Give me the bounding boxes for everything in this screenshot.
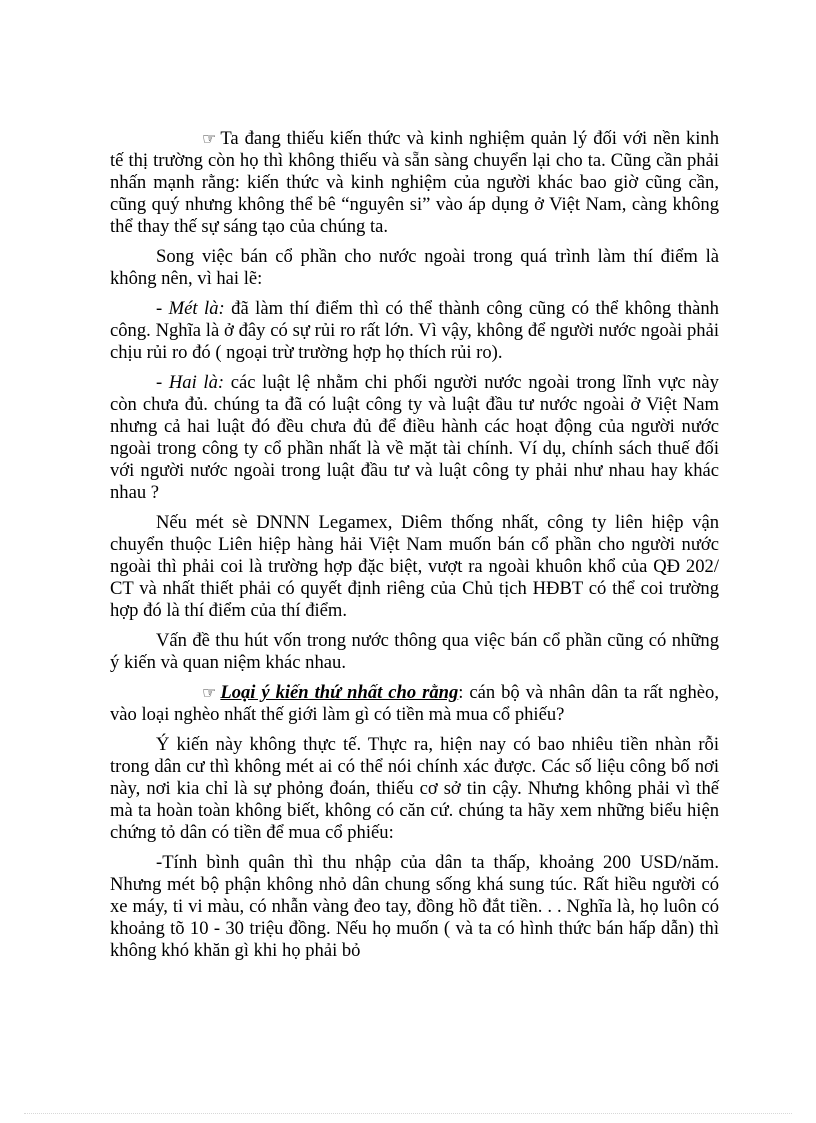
paragraph-8: Ý kiến này không thực tế. Thực ra, hiện nay có bao nhiêu tiền nhàn rỗi trong dân cư thì không mét ai có thể nói chính xác được. Các số liệu công bố nơi này, nơi kia chỉ là sự phỏng đoán, thiếu cơ sở tin cậy. Nhưng không phải vì thế mà ta hoàn toàn không biết, không có căn cứ. chúng ta hãy xem những biểu hiện chứng tỏ dân có tiền để mua cổ phiếu: <box>110 734 719 843</box>
paragraph-4-text: các luật lệ nhằm chi phối người nước ngoài trong lĩnh vực này còn chưa đủ. chúng ta đã có luật công ty và luật đầu tư nước ngoài ở Việt Nam nhưng cả hai luật đó đều chưa đủ để điều hành các hoạt động của người nước ngoài trong công ty cổ phần nhất là về mặt tài chính. Ví dụ, chính sách thuế đối với người nước ngoài trong luật đầu tư và luật công ty phải như nhau hay khác nhau ? <box>110 372 719 503</box>
page-bottom-border <box>24 1113 792 1114</box>
paragraph-4-label: - Hai là: <box>156 372 225 393</box>
paragraph-7-text: : cán bộ và nhân dân ta rất nghèo, vào loại nghèo nhất thế giới làm gì có tiền mà mua cổ phiếu? <box>110 682 719 725</box>
paragraph-7-heading-text: Loại ý kiến thứ nhất cho rằng <box>220 682 459 703</box>
paragraph-1 <box>110 128 719 238</box>
paragraph-9: -Tính bình quân thì thu nhập của dân ta thấp, khoảng 200 USD/năm. Nhưng mét bộ phận không nhỏ dân chung sống khá sung túc. Rất hiều người có xe máy, ti vi màu, có nhẫn vàng đeo tay, đồng hồ đắt tiền. . . Nghĩa là, họ luôn có khoảng tõ 10 - 30 triệu đồng. Nếu họ muốn ( và ta có hình thức bán hấp dẫn) thì không khó khăn gì khi họ phải bỏ <box>110 852 719 961</box>
document-page <box>110 128 719 962</box>
paragraph-7-heading <box>156 682 458 703</box>
paragraph-2: Song việc bán cổ phần cho nước ngoài trong quá trình làm thí điểm là không nên, vì hai lẽ: <box>110 246 719 289</box>
paragraph-3-label: - Mét là: <box>156 298 225 319</box>
hand-pointing-icon: ☞ <box>202 683 217 702</box>
paragraph-7 <box>110 682 719 726</box>
paragraph-3-text: đã làm thí điểm thì có thể thành công cũng có thể không thành công. Nghĩa là ở đây có sự rủi ro rất lớn. Vì vậy, không để người nước ngoài phải chịu rủi ro đó ( ngoại trừ trường hợp họ thích rủi ro). <box>110 298 719 363</box>
paragraph-3 <box>110 298 719 364</box>
paragraph-5: Nếu mét sè DNNN Legamex, Diêm thống nhất, công ty liên hiệp vận chuyển thuộc Liên hiệp hàng hải Việt Nam muốn bán cổ phần cho người nước ngoài thì phải coi là trường hợp đặc biệt, vượt ra ngoài khuôn khổ của QĐ 202/ CT và nhất thiết phải có quyết định riêng của Chủ tịch HĐBT có thể coi trường hợp đó là thí điểm của thí điểm. <box>110 512 719 621</box>
paragraph-4 <box>110 372 719 504</box>
paragraph-1-text: Ta đang thiếu kiến thức và kinh nghiệm quản lý đối với nền kinh tế thị trường còn họ thì không thiếu và sẵn sàng chuyển lại cho ta. Cũng cần phải nhấn mạnh rằng: kiến thức và kinh nghiệm của người khác bao giờ cũng cần, cũng quý nhưng không thể bê “nguyên si” vào áp dụng ở Việt Nam, càng không thể thay thế sự sáng tạo của chúng ta. <box>110 128 719 237</box>
paragraph-6: Vấn đề thu hút vốn trong nước thông qua việc bán cổ phần cũng có những ý kiến và quan niệm khác nhau. <box>110 630 719 673</box>
hand-pointing-icon: ☞ <box>202 129 217 148</box>
